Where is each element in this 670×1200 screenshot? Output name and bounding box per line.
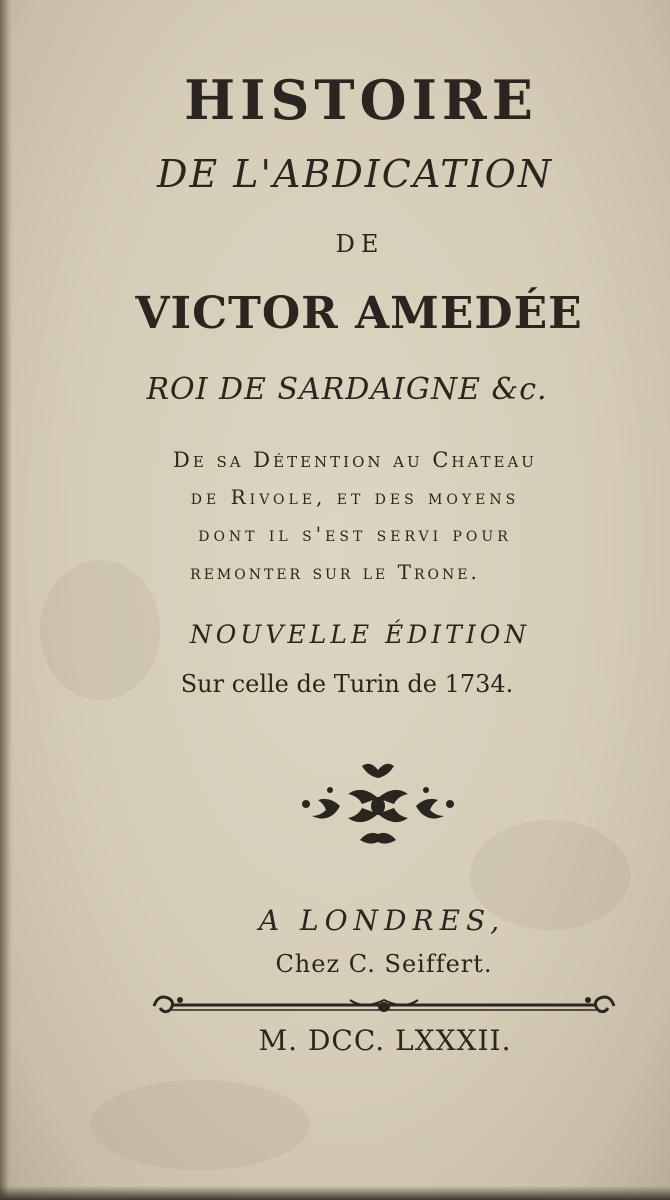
title-histoire: HISTOIRE xyxy=(184,68,538,132)
title-de: DE xyxy=(335,230,385,258)
title-roi-de-sardaigne: ROI DE SARDAIGNE &c. xyxy=(146,372,548,407)
title-victor-amedee: VICTOR AMEDÉE xyxy=(135,288,583,339)
imprint-date: M. DCC. LXXXII. xyxy=(258,1024,512,1057)
page-bottom-edge xyxy=(0,1186,670,1200)
subtitle-line: dont il s'est servi pour xyxy=(198,522,512,546)
imprint-printer: Chez C. Seiffert. xyxy=(275,950,493,978)
title-abdication: DE L'ABDICATION xyxy=(156,152,553,196)
paper-stain xyxy=(90,1080,310,1170)
edition-source: Sur celle de Turin de 1734. xyxy=(180,670,514,698)
subtitle-line: remonter sur le Trone. xyxy=(190,560,480,584)
imprint-place: A LONDRES, xyxy=(258,904,506,937)
subtitle-line: de Rivole, et des moyens xyxy=(190,485,520,509)
floral-fleuron-icon xyxy=(300,760,460,850)
ornamental-rule-icon xyxy=(150,990,618,1020)
subtitle-line: De sa Détention au Chateau xyxy=(173,448,537,472)
edition-label: NOUVELLE ÉDITION xyxy=(189,620,531,649)
